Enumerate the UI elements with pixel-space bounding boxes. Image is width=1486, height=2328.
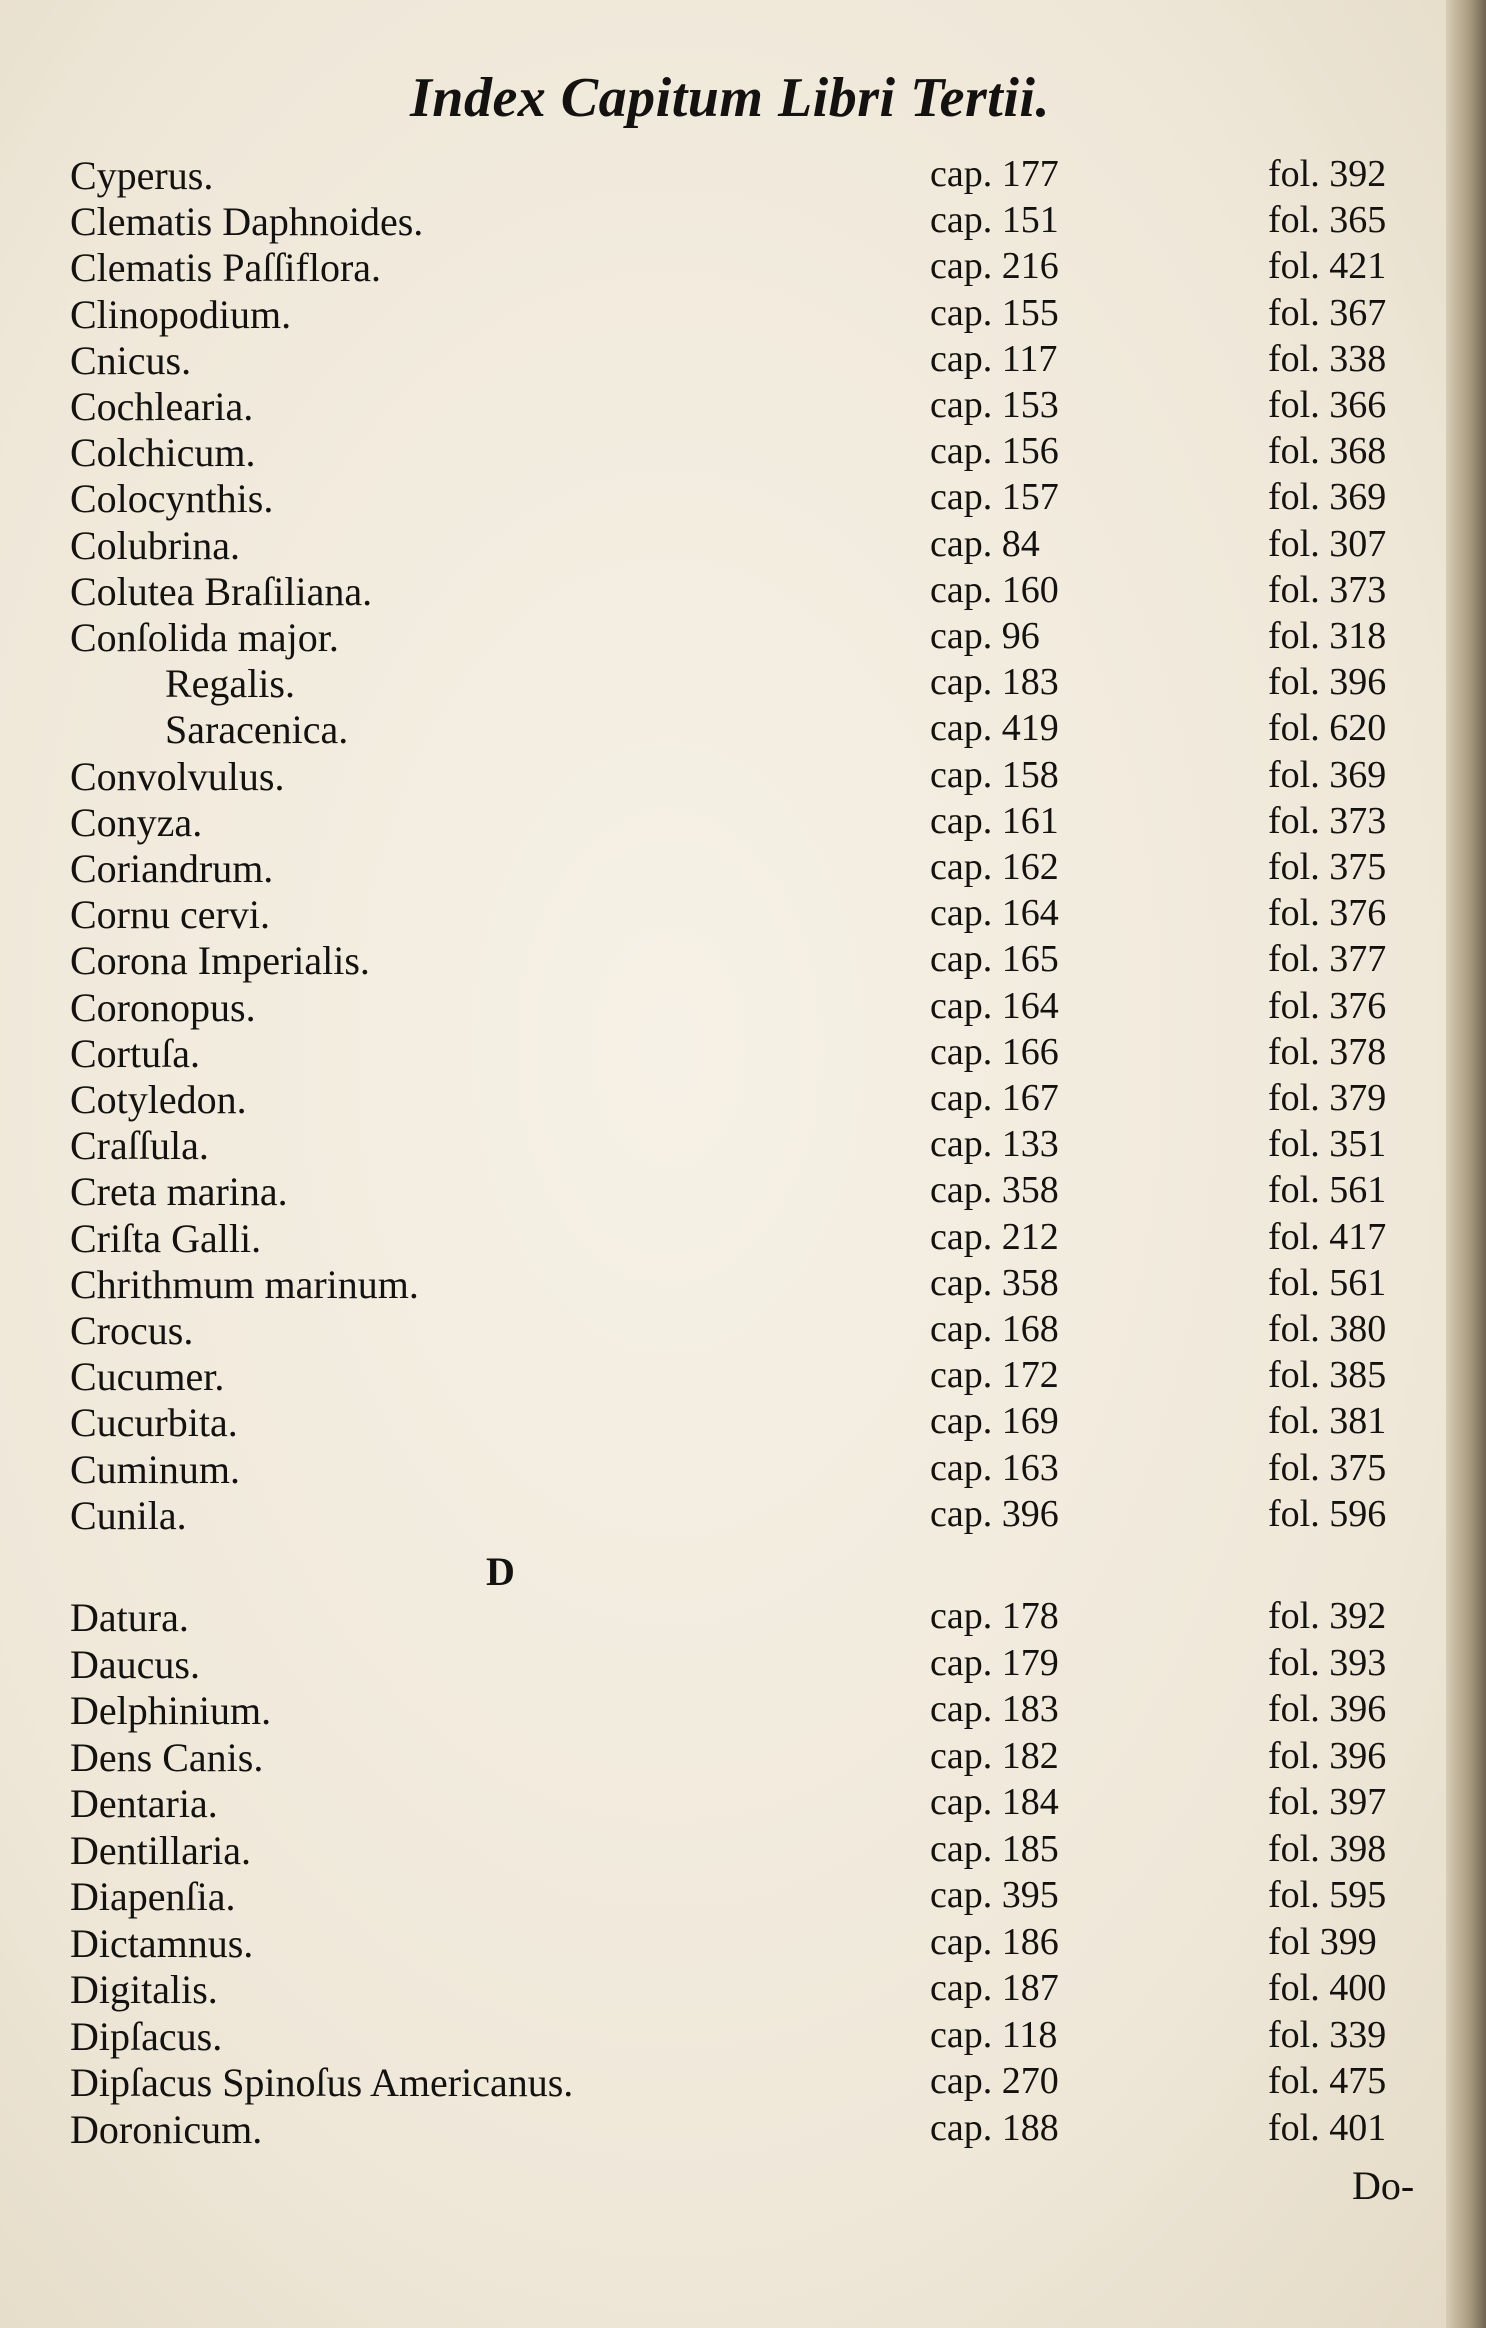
index-row: [0, 244, 1446, 290]
page-title: Index Capitum Libri Tertii.: [410, 67, 1050, 129]
entry-name: Cnicus.: [70, 337, 192, 383]
index-row: [0, 799, 1446, 845]
entry-name: Cornu cervi.: [70, 892, 270, 938]
entry-chapter: cap. 186: [930, 1920, 1059, 1963]
index-row: [0, 568, 1446, 614]
entry-name: Craſſula.: [70, 1123, 209, 1169]
entry-chapter: cap. 161: [930, 799, 1059, 842]
entry-folio: fol. 307: [1268, 522, 1387, 565]
entry-chapter: cap. 395: [930, 1874, 1059, 1916]
entry-folio: fol. 365: [1268, 199, 1387, 242]
index-row: [0, 1076, 1446, 1122]
entry-chapter: cap. 179: [930, 1641, 1059, 1684]
entry-chapter: cap. 163: [930, 1446, 1059, 1489]
entry-folio: fol. 339: [1268, 2013, 1387, 2056]
index-row: [0, 2106, 1446, 2152]
entry-chapter: cap. 172: [930, 1354, 1059, 1397]
entry-folio: fol. 595: [1268, 1874, 1387, 1916]
entry-folio: fol. 351: [1268, 1123, 1387, 1166]
entry-chapter: cap. 151: [930, 199, 1059, 242]
entry-folio: fol. 375: [1268, 1446, 1387, 1489]
entry-folio: fol. 596: [1268, 1492, 1387, 1535]
entry-name: Cortuſa.: [70, 1030, 200, 1076]
entry-chapter: cap. 156: [930, 430, 1059, 473]
entry-folio: fol. 385: [1268, 1354, 1387, 1397]
entry-name: Creta marina.: [70, 1169, 288, 1215]
entry-chapter: cap. 84: [930, 522, 1040, 565]
entry-name: Daucus.: [70, 1641, 200, 1687]
entry-folio: fol. 338: [1268, 337, 1387, 380]
entry-name: Convolvulus.: [70, 753, 285, 799]
index-row: [0, 1873, 1446, 1919]
index-row: [0, 291, 1446, 337]
entry-chapter: cap. 183: [930, 661, 1059, 704]
entry-name: Criſta Galli.: [70, 1215, 262, 1261]
index-row: [0, 660, 1446, 706]
entry-folio: fol. 398: [1268, 1827, 1387, 1870]
entry-chapter: cap. 164: [930, 984, 1059, 1027]
entry-chapter: cap. 419: [930, 707, 1059, 750]
index-row: [0, 1492, 1446, 1538]
index-row: [0, 1641, 1446, 1687]
index-row: [0, 152, 1446, 198]
entry-folio: fol. 396: [1268, 1688, 1387, 1730]
entry-name: Regalis.: [165, 661, 295, 707]
entry-folio: fol. 376: [1268, 892, 1387, 935]
index-row: [0, 198, 1446, 244]
entry-folio: fol. 379: [1268, 1077, 1387, 1119]
entry-name: Crocus.: [70, 1308, 194, 1353]
entry-chapter: cap. 212: [930, 1215, 1059, 1258]
index-row: [0, 475, 1446, 521]
entry-name: Cyperus.: [70, 153, 214, 198]
entry-name: Colutea Braſiliana.: [70, 568, 373, 614]
entry-chapter: cap. 216: [930, 245, 1059, 288]
index-row: [0, 1261, 1446, 1307]
index-row: [0, 2059, 1446, 2105]
entry-chapter: cap. 187: [930, 1967, 1059, 2009]
entry-name: Dentillaria.: [70, 1827, 252, 1873]
index-row: [0, 1827, 1446, 1873]
index-row: [0, 984, 1446, 1030]
index-row: [0, 753, 1446, 799]
entry-folio: fol. 378: [1268, 1030, 1387, 1073]
index-row: [0, 937, 1446, 983]
entry-chapter: cap. 133: [930, 1123, 1059, 1166]
entry-chapter: cap. 153: [930, 384, 1059, 426]
index-row: [0, 383, 1446, 429]
entry-name: Colocynthis.: [70, 476, 274, 522]
entry-folio: fol. 421: [1268, 245, 1387, 288]
book-spine-edge: [1446, 0, 1486, 2328]
index-row: [0, 706, 1446, 752]
entry-name: Dipſacus Spinoſus Americanus.: [70, 2060, 574, 2105]
entry-name: Colchicum.: [70, 430, 256, 476]
entry-name: Diapenſia.: [70, 1874, 236, 1919]
entry-chapter: cap. 183: [930, 1688, 1059, 1730]
entry-folio: fol. 366: [1268, 384, 1387, 426]
entry-name: Corona Imperialis.: [70, 938, 370, 984]
section-letter: D: [486, 1549, 515, 1594]
index-row: [0, 1446, 1446, 1492]
entry-folio: fol. 400: [1268, 1967, 1387, 2009]
entry-name: Cuminum.: [70, 1446, 241, 1492]
index-row: [0, 2013, 1446, 2059]
entry-folio: fol. 373: [1268, 799, 1387, 842]
entry-chapter: cap. 155: [930, 291, 1059, 334]
entry-chapter: cap. 358: [930, 1261, 1059, 1304]
entry-name: Cucumer.: [70, 1354, 225, 1400]
index-row: [0, 845, 1446, 891]
index-row: [0, 1920, 1446, 1966]
entry-chapter: cap. 185: [930, 1827, 1059, 1870]
index-row: [0, 1307, 1446, 1353]
entry-chapter: cap. 158: [930, 753, 1059, 796]
entry-name: Delphinium.: [70, 1688, 272, 1733]
entry-chapter: cap. 157: [930, 476, 1059, 519]
entry-folio: fol. 375: [1268, 846, 1387, 888]
entry-chapter: cap. 96: [930, 615, 1040, 657]
entry-folio: fol. 380: [1268, 1308, 1387, 1350]
index-row: [0, 1734, 1446, 1780]
entry-folio: fol. 393: [1268, 1641, 1387, 1684]
entry-name: Dipſacus.: [70, 2013, 223, 2059]
entry-name: Cucurbita.: [70, 1400, 238, 1446]
entry-name: Clematis Paſſiflora.: [70, 245, 382, 291]
entry-folio: fol. 369: [1268, 753, 1387, 796]
entry-name: Dictamnus.: [70, 1920, 254, 1966]
entry-name: Coriandrum.: [70, 846, 274, 891]
entry-name: Dentaria.: [70, 1781, 218, 1826]
entry-folio: fol. 475: [1268, 2060, 1387, 2102]
entry-chapter: cap. 177: [930, 153, 1059, 195]
entry-name: Colubrina.: [70, 522, 240, 568]
entry-name: Coronopus.: [70, 984, 256, 1030]
entry-chapter: cap. 166: [930, 1030, 1059, 1073]
index-row: [0, 614, 1446, 660]
entry-name: Cochlearia.: [70, 384, 254, 429]
entry-chapter: cap. 178: [930, 1595, 1059, 1637]
index-row: [0, 1030, 1446, 1076]
entry-folio: fol. 367: [1268, 291, 1387, 334]
entry-folio: fol. 396: [1268, 661, 1387, 704]
entry-folio: fol. 620: [1268, 707, 1387, 750]
entry-chapter: cap. 117: [930, 337, 1058, 380]
index-row: [0, 1122, 1446, 1168]
entry-chapter: cap. 167: [930, 1077, 1059, 1119]
entry-name: Clematis Daphnoides.: [70, 199, 424, 245]
entry-chapter: cap. 168: [930, 1308, 1059, 1350]
entry-folio: fol. 369: [1268, 476, 1387, 519]
entry-chapter: cap. 188: [930, 2106, 1059, 2149]
entry-chapter: cap. 182: [930, 1734, 1059, 1777]
entry-folio: fol. 373: [1268, 568, 1387, 611]
entry-name: Conyza.: [70, 799, 203, 845]
index-row: [0, 1780, 1446, 1826]
entry-name: Doronicum.: [70, 2106, 263, 2152]
entry-folio: fol. 392: [1268, 1595, 1387, 1637]
entry-folio: fol 399: [1268, 1920, 1377, 1963]
entry-name: Chrithmum marinum.: [70, 1261, 419, 1307]
entry-name: Clinopodium.: [70, 291, 292, 337]
entry-folio: fol. 376: [1268, 984, 1387, 1027]
entry-folio: fol. 381: [1268, 1400, 1387, 1443]
entry-folio: fol. 392: [1268, 153, 1387, 195]
index-row: [0, 1168, 1446, 1214]
index-row: [0, 1399, 1446, 1445]
catchword: Do-: [1352, 2163, 1415, 2208]
index-row: [0, 1687, 1446, 1733]
index-row: [0, 1353, 1446, 1399]
entry-name: Cotyledon.: [70, 1077, 247, 1122]
index-row: [0, 1215, 1446, 1261]
entry-folio: fol. 396: [1268, 1734, 1387, 1777]
entry-chapter: cap. 396: [930, 1492, 1059, 1535]
entry-folio: fol. 417: [1268, 1215, 1387, 1258]
entry-folio: fol. 401: [1268, 2106, 1387, 2149]
entry-name: Saracenica.: [165, 707, 349, 753]
entry-folio: fol. 368: [1268, 430, 1387, 473]
index-row: [0, 522, 1446, 568]
entry-chapter: cap. 184: [930, 1781, 1059, 1823]
entry-chapter: cap. 270: [930, 2060, 1059, 2102]
entry-chapter: cap. 118: [930, 2013, 1058, 2056]
entry-folio: fol. 561: [1268, 1169, 1387, 1212]
entry-name: Digitalis.: [70, 1967, 218, 2012]
entry-name: Dens Canis.: [70, 1734, 264, 1780]
entry-name: Datura.: [70, 1595, 189, 1640]
index-row: [0, 429, 1446, 475]
entry-chapter: cap. 358: [930, 1169, 1059, 1212]
entry-folio: fol. 318: [1268, 615, 1387, 657]
entry-folio: fol. 397: [1268, 1781, 1387, 1823]
entry-chapter: cap. 165: [930, 938, 1059, 981]
entry-chapter: cap. 164: [930, 892, 1059, 935]
entry-folio: fol. 561: [1268, 1261, 1387, 1304]
entry-folio: fol. 377: [1268, 938, 1387, 981]
entry-chapter: cap. 160: [930, 568, 1059, 611]
entry-name: Cunila.: [70, 1492, 187, 1538]
entry-name: Conſolida major.: [70, 615, 339, 660]
index-row: [0, 1594, 1446, 1640]
entry-chapter: cap. 169: [930, 1400, 1059, 1443]
index-row: [0, 1966, 1446, 2012]
entry-chapter: cap. 162: [930, 846, 1059, 888]
index-row: [0, 337, 1446, 383]
index-row: [0, 891, 1446, 937]
